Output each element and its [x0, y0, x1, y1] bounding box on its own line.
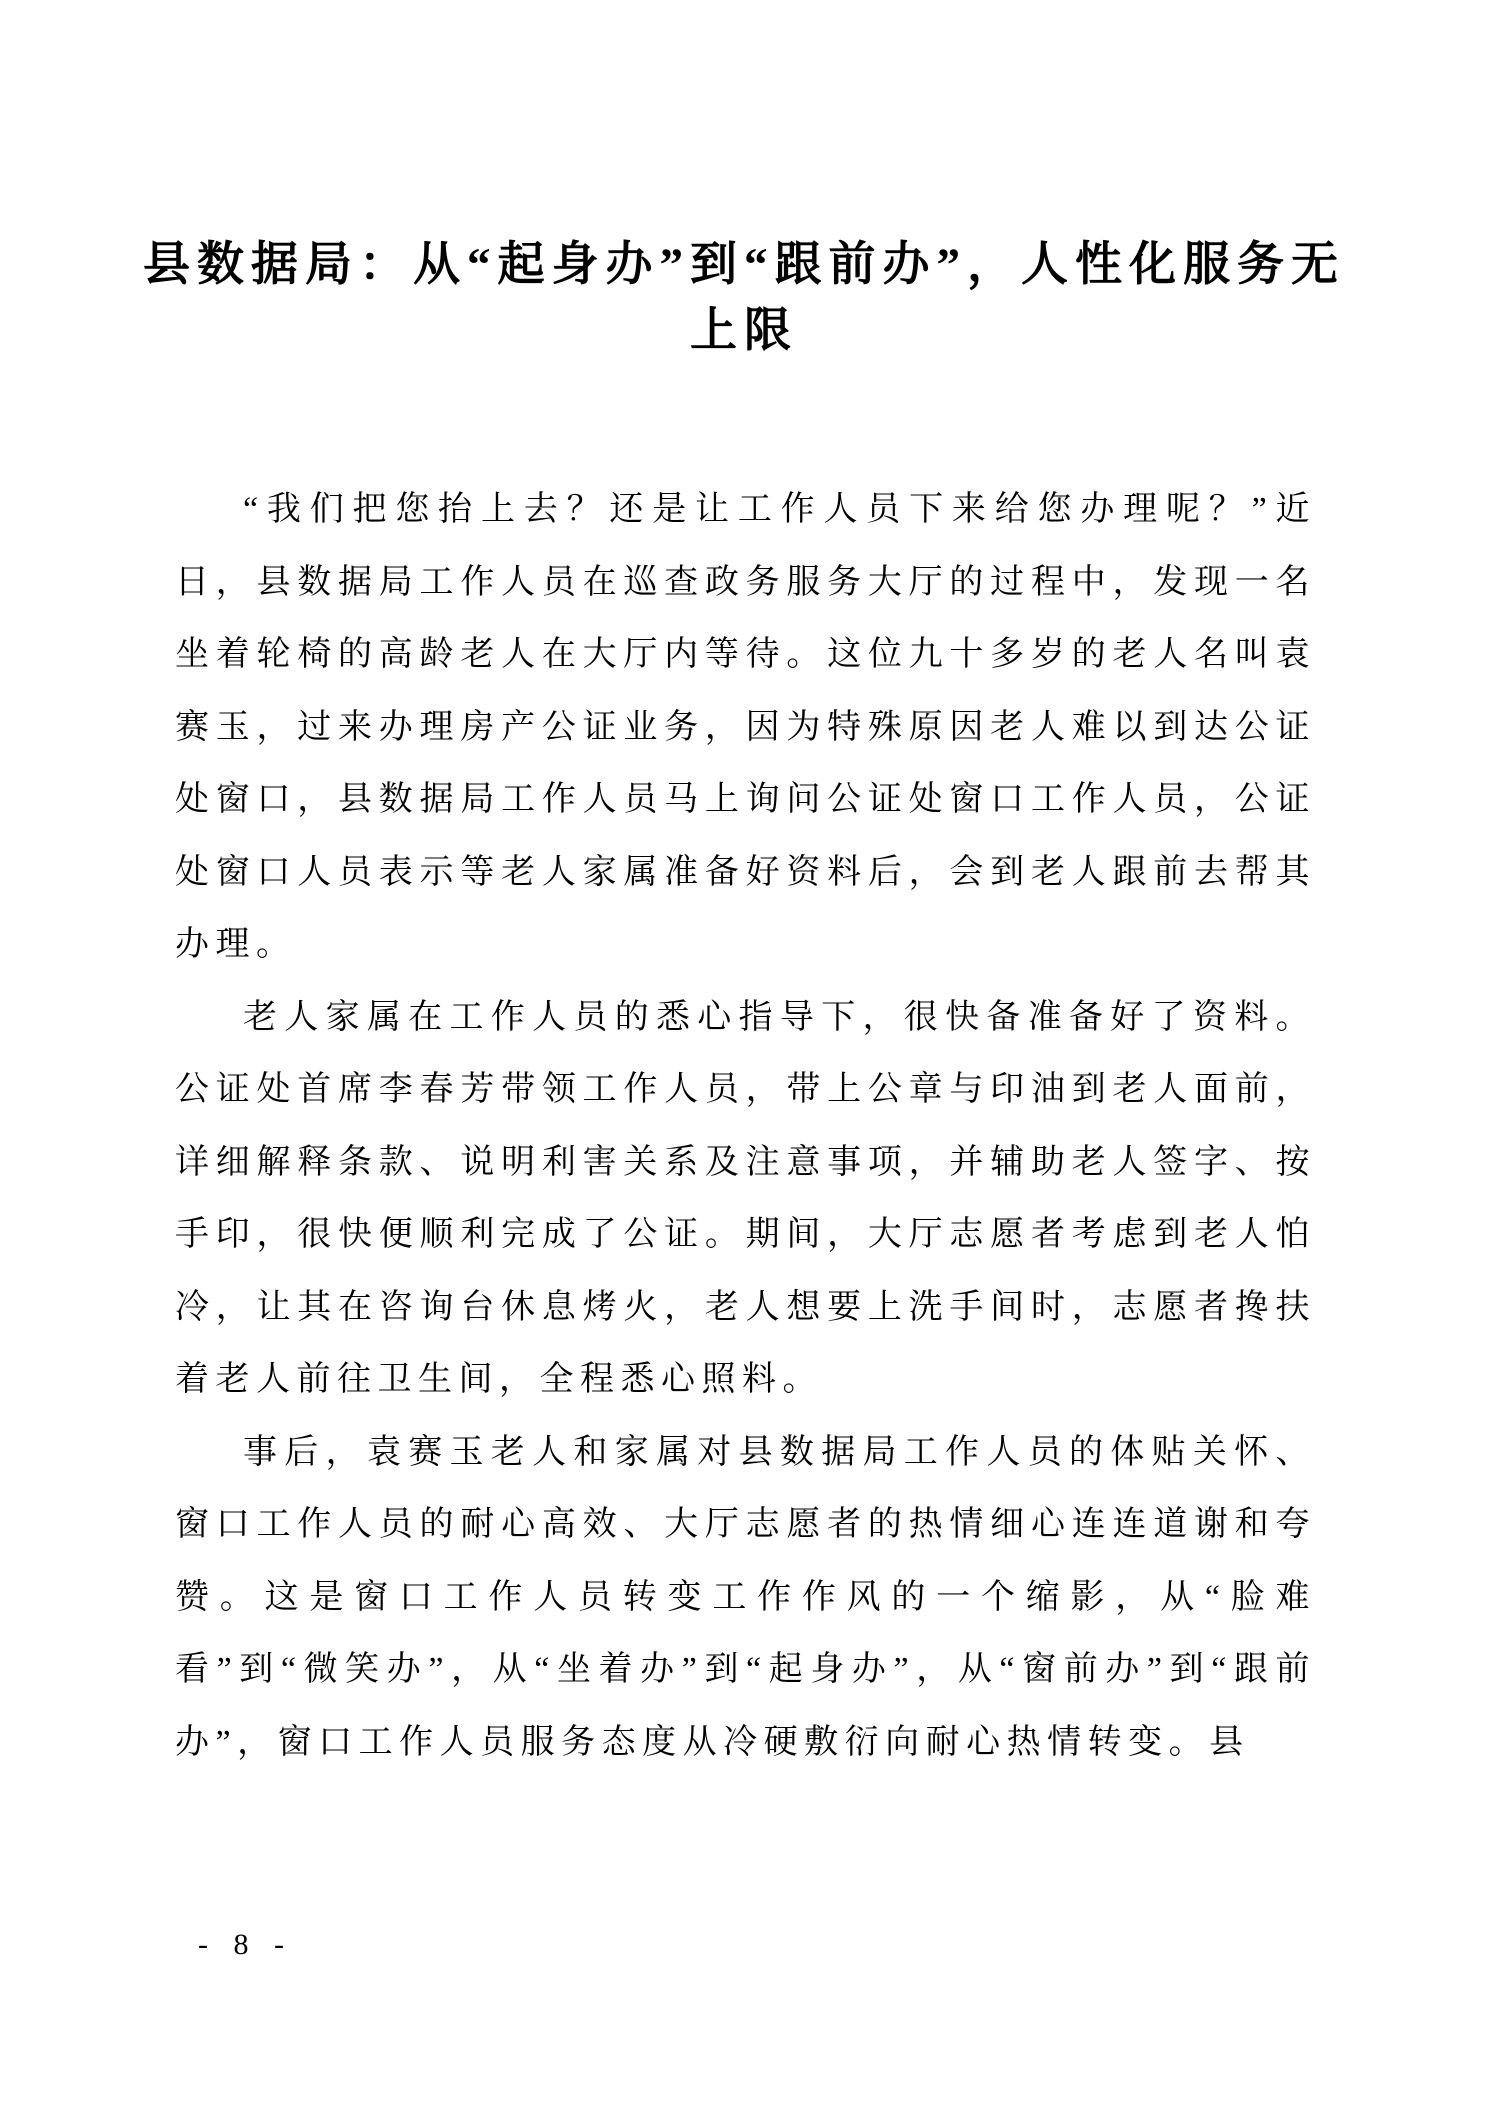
document-body — [175, 474, 1316, 1779]
document-title: 县数据局：从“起身办”到“跟前办”，人性化服务无上限 — [143, 239, 1345, 357]
paragraph: 老人家属在工作人员的悉心指导下，很快备准备好了资料。公证处首席李春芳带领工作人员，带上公章与印油到老人面前，详细解释条款、说明利害关系及注意事项，并辅助老人签字、按手印，很快便顺利完成了公证。期间，大厅志愿者考虑到老人怕冷，让其在咨询台休息烤火，老人想要上洗手间时，志愿者搀扶着老人前往卫生间，全程悉心照料。 — [175, 998, 1316, 1398]
paragraph: 事后，袁赛玉老人和家属对县数据局工作人员的体贴关怀、窗口工作人员的耐心高效、大厅志愿者的热情细心连连道谢和夸赞。这是窗口工作人员转变工作作风的一个缩影，从“脸难看”到“微笑办”，从“坐着办”到“起身办”，从“窗前办”到“跟前办”，窗口工作人员服务态度从冷硬敷衍向耐心热情转变。县 — [175, 1433, 1316, 1761]
paragraph: “我们把您抬上去？还是让工作人员下来给您办理呢？”近日，县数据局工作人员在巡查政务服务大厅的过程中，发现一名坐着轮椅的高龄老人在大厅内等待。这位九十多岁的老人名叫袁赛玉，过来办理房产公证业务，因为特殊原因老人难以到达公证处窗口，县数据局工作人员马上询问公证处窗口工作人员，公证处窗口人员表示等老人家属准备好资料后，会到老人跟前去帮其办理。 — [175, 491, 1316, 963]
page-number: - 8 - — [198, 1928, 293, 1961]
